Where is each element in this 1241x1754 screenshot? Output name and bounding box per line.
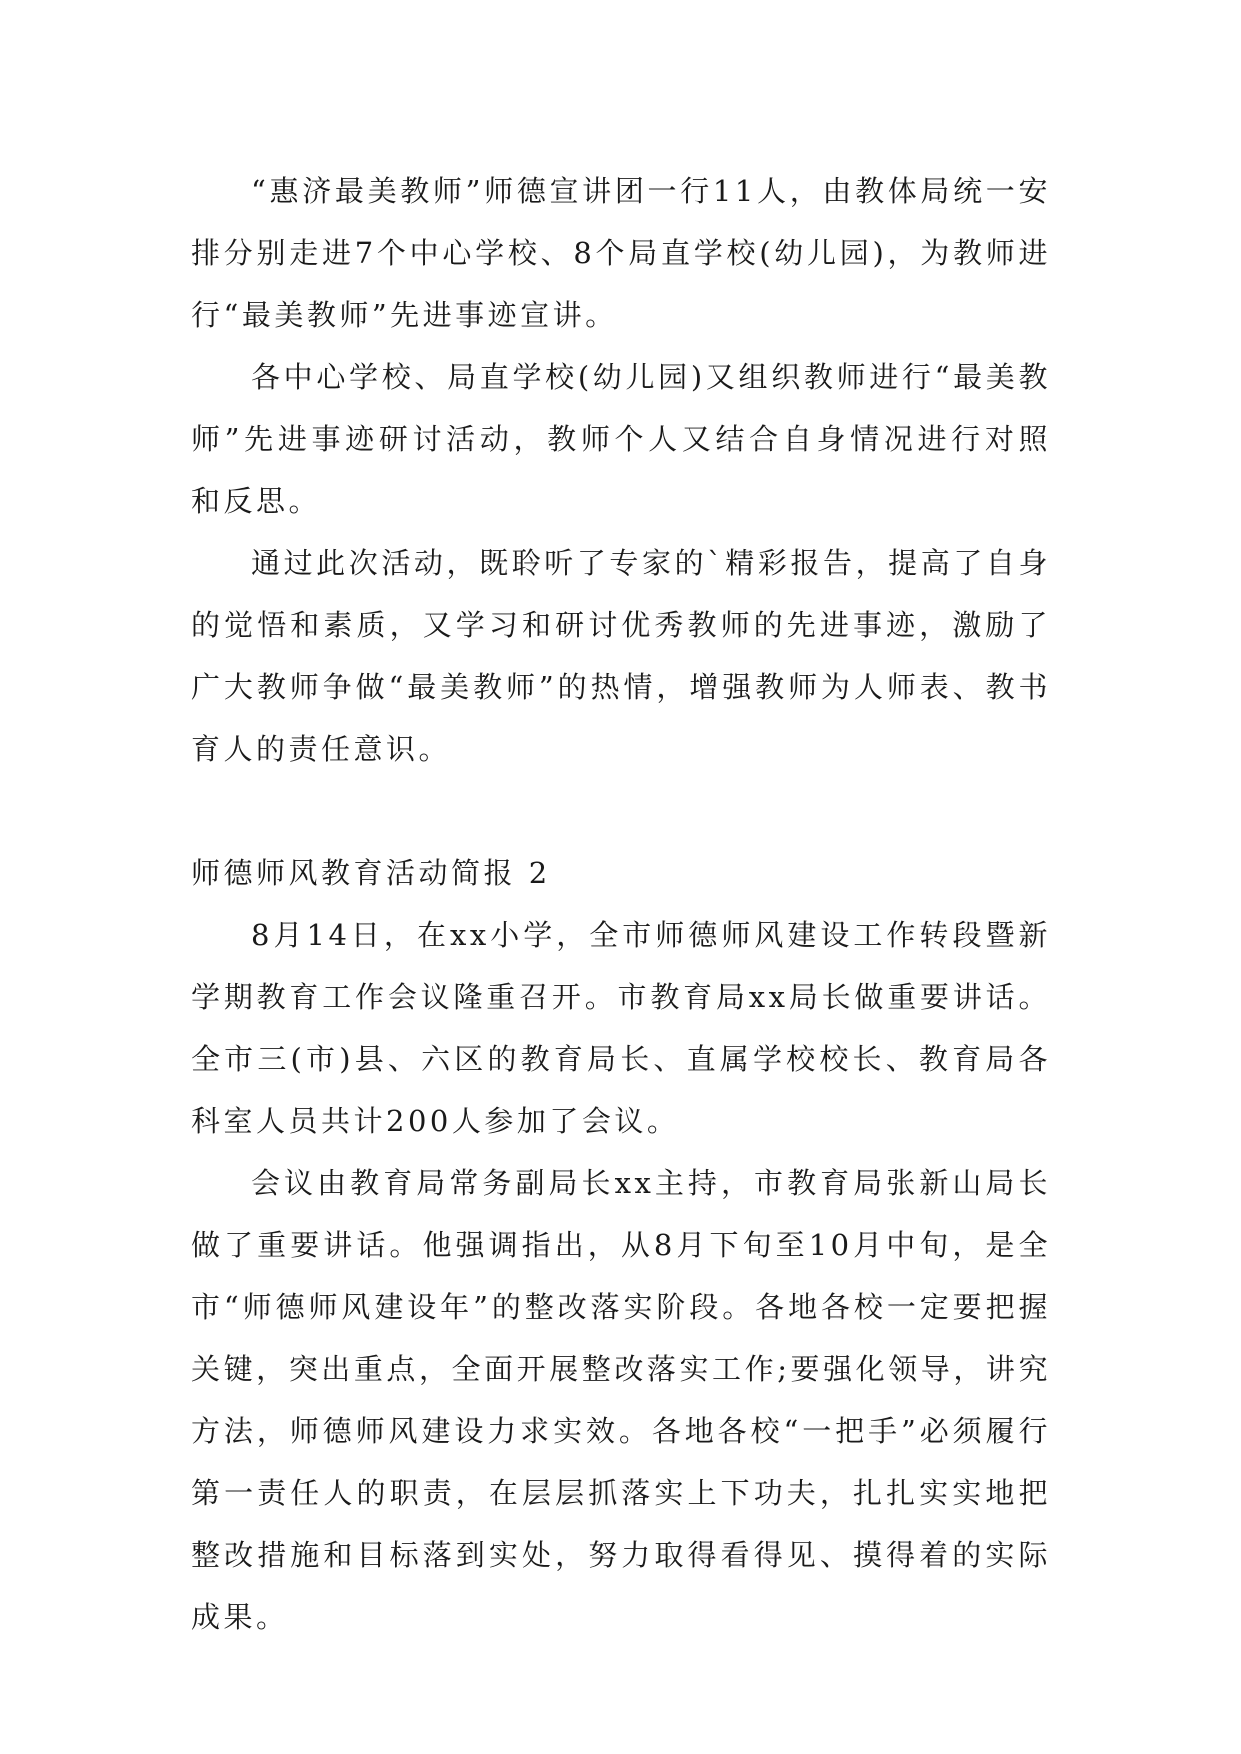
- document-body: [191, 160, 1051, 1648]
- paragraph-outcome: 通过此次活动，既聆听了专家的`精彩报告，提高了自身的觉悟和素质，又学习和研讨优秀教师的先进事迹，激励了广大教师争做“最美教师”的热情，增强教师为人师表、教书育人的责任意识。: [191, 546, 1051, 766]
- section-spacer: [191, 780, 1051, 842]
- paragraph-speech-group: “惠济最美教师”师德宣讲团一行11人，由教体局统一安排分别走进7个中心学校、8个局直学校(幼儿园)，为教师进行“最美教师”先进事迹宣讲。: [191, 174, 1051, 332]
- paragraph-seminar: 各中心学校、局直学校(幼儿园)又组织教师进行“最美教师”先进事迹研讨活动，教师个人又结合自身情况进行对照和反思。: [191, 360, 1051, 518]
- section-heading: 师德师风教育活动简报 2: [191, 856, 551, 890]
- paragraph-meeting: 8月14日，在xx小学，全市师德师风建设工作转段暨新学期教育工作会议隆重召开。市教育局xx局长做重要讲话。全市三(市)县、六区的教育局长、直属学校校长、教育局各科室人员共计200人参加了会议。: [191, 918, 1051, 1138]
- paragraph-speech: 会议由教育局常务副局长xx主持，市教育局张新山局长做了重要讲话。他强调指出，从8月下旬至10月中旬，是全市“师德师风建设年”的整改落实阶段。各地各校一定要把握关键，突出重点，全面开展整改落实工作;要强化领导，讲究方法，师德师风建设力求实效。各地各校“一把手”必须履行第一责任人的职责，在层层抓落实上下功夫，扎扎实实地把整改措施和目标落到实处，努力取得看得见、摸得着的实际成果。: [191, 1166, 1051, 1634]
